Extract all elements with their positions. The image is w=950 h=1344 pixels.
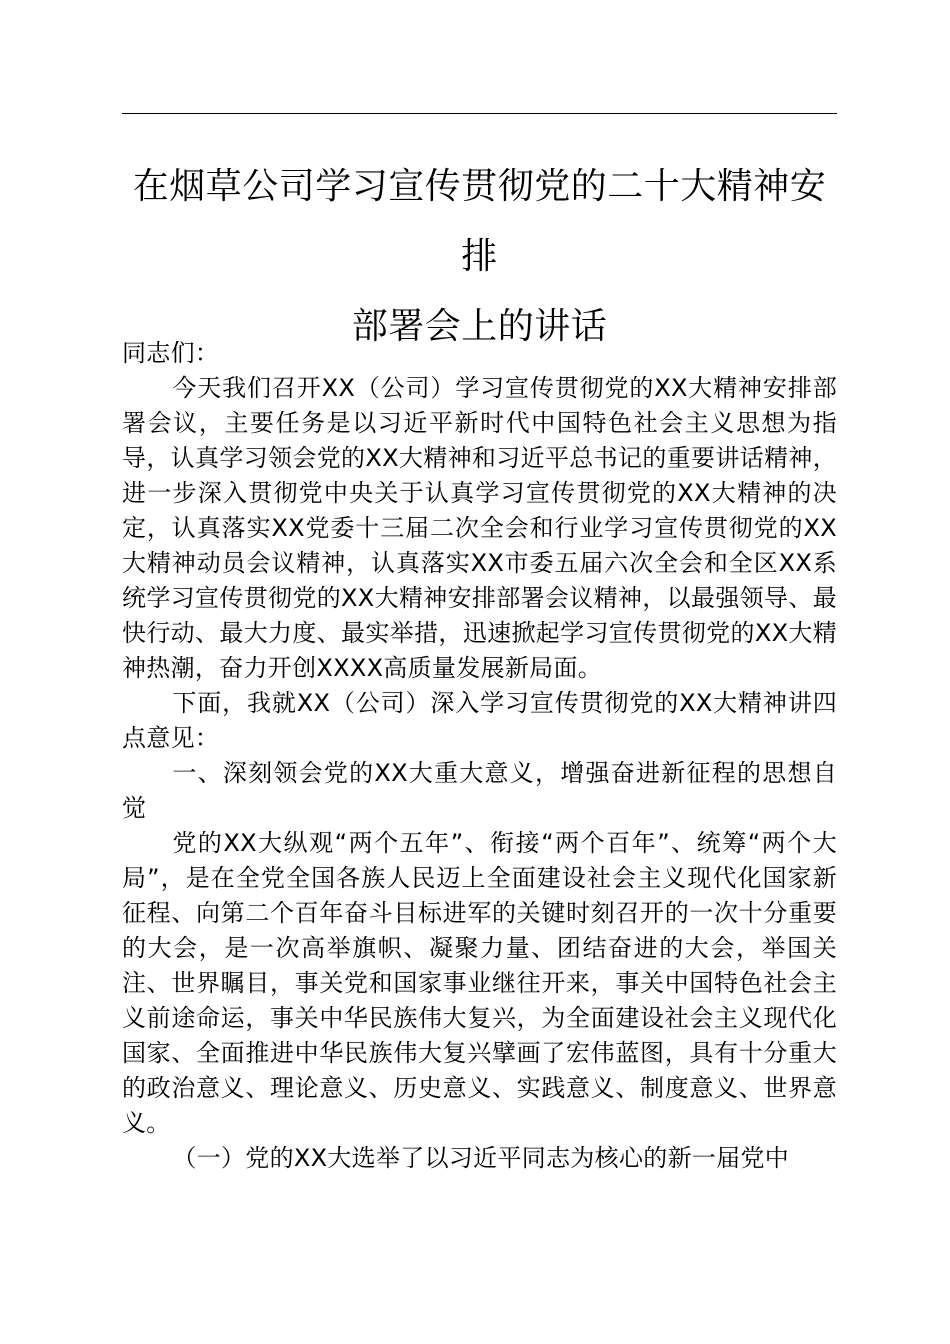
- document-title: [122, 152, 837, 362]
- salutation: 同志们：: [122, 339, 220, 367]
- paragraph-overview: 下面，我就XX（公司）深入学习宣传贯彻党的XX大精神讲四点意见：: [122, 689, 837, 752]
- section-heading-1: 一、深刻领会党的XX大重大意义，增强奋进新征程的思想自觉: [122, 759, 837, 822]
- paragraph-significance: 党的XX大纵观“两个五年”、衔接“两个百年”、统筹“两个大局”，是在全党全国各族人民迈上全面建设社会主义现代化国家新征程、向第二个百年奋斗目标进军的关键时刻召开的一次十分重要的大会，是一次高举旗帜、凝聚力量、团结奋进的大会，举国关注、世界瞩目，事关党和国家事业继往开来，事关中国特色社会主义前途命运，事关中华民族伟大复兴，为全面建设社会主义现代化国家、全面推进中华民族伟大复兴擘画了宏伟蓝图，具有十分重大的政治意义、理论意义、历史意义、实践意义、制度意义、世界意义。: [122, 829, 837, 1137]
- title-line-2: 部署会上的讲话: [351, 306, 608, 347]
- title-line-1: 在烟草公司学习宣传贯彻党的二十大精神安排: [132, 166, 827, 277]
- subsection-heading-1: （一）党的XX大选举了以习近平同志为核心的新一届党中: [172, 1144, 790, 1172]
- paragraph-intro: 今天我们召开XX（公司）学习宣传贯彻党的XX大精神安排部署会议，主要任务是以习近平新时代中国特色社会主义思想为指导，认真学习领会党的XX大精神和习近平总书记的重要讲话精神，进一步深入贯彻党中央关于认真学习宣传贯彻党的XX大精神的决定，认真落实XX党委十三届二次全会和行业学习宣传贯彻党的XX大精神动员会议精神，认真落实XX市委五届六次全会和全区XX系统学习宣传贯彻党的XX大精神安排部署会议精神，以最强领导、最快行动、最大力度、最实举措，迅速掀起学习宣传贯彻党的XX大精神热潮，奋力开创XXXX高质量发展新局面。: [122, 374, 837, 682]
- header-rule: [122, 113, 837, 114]
- document-body: [122, 336, 837, 1176]
